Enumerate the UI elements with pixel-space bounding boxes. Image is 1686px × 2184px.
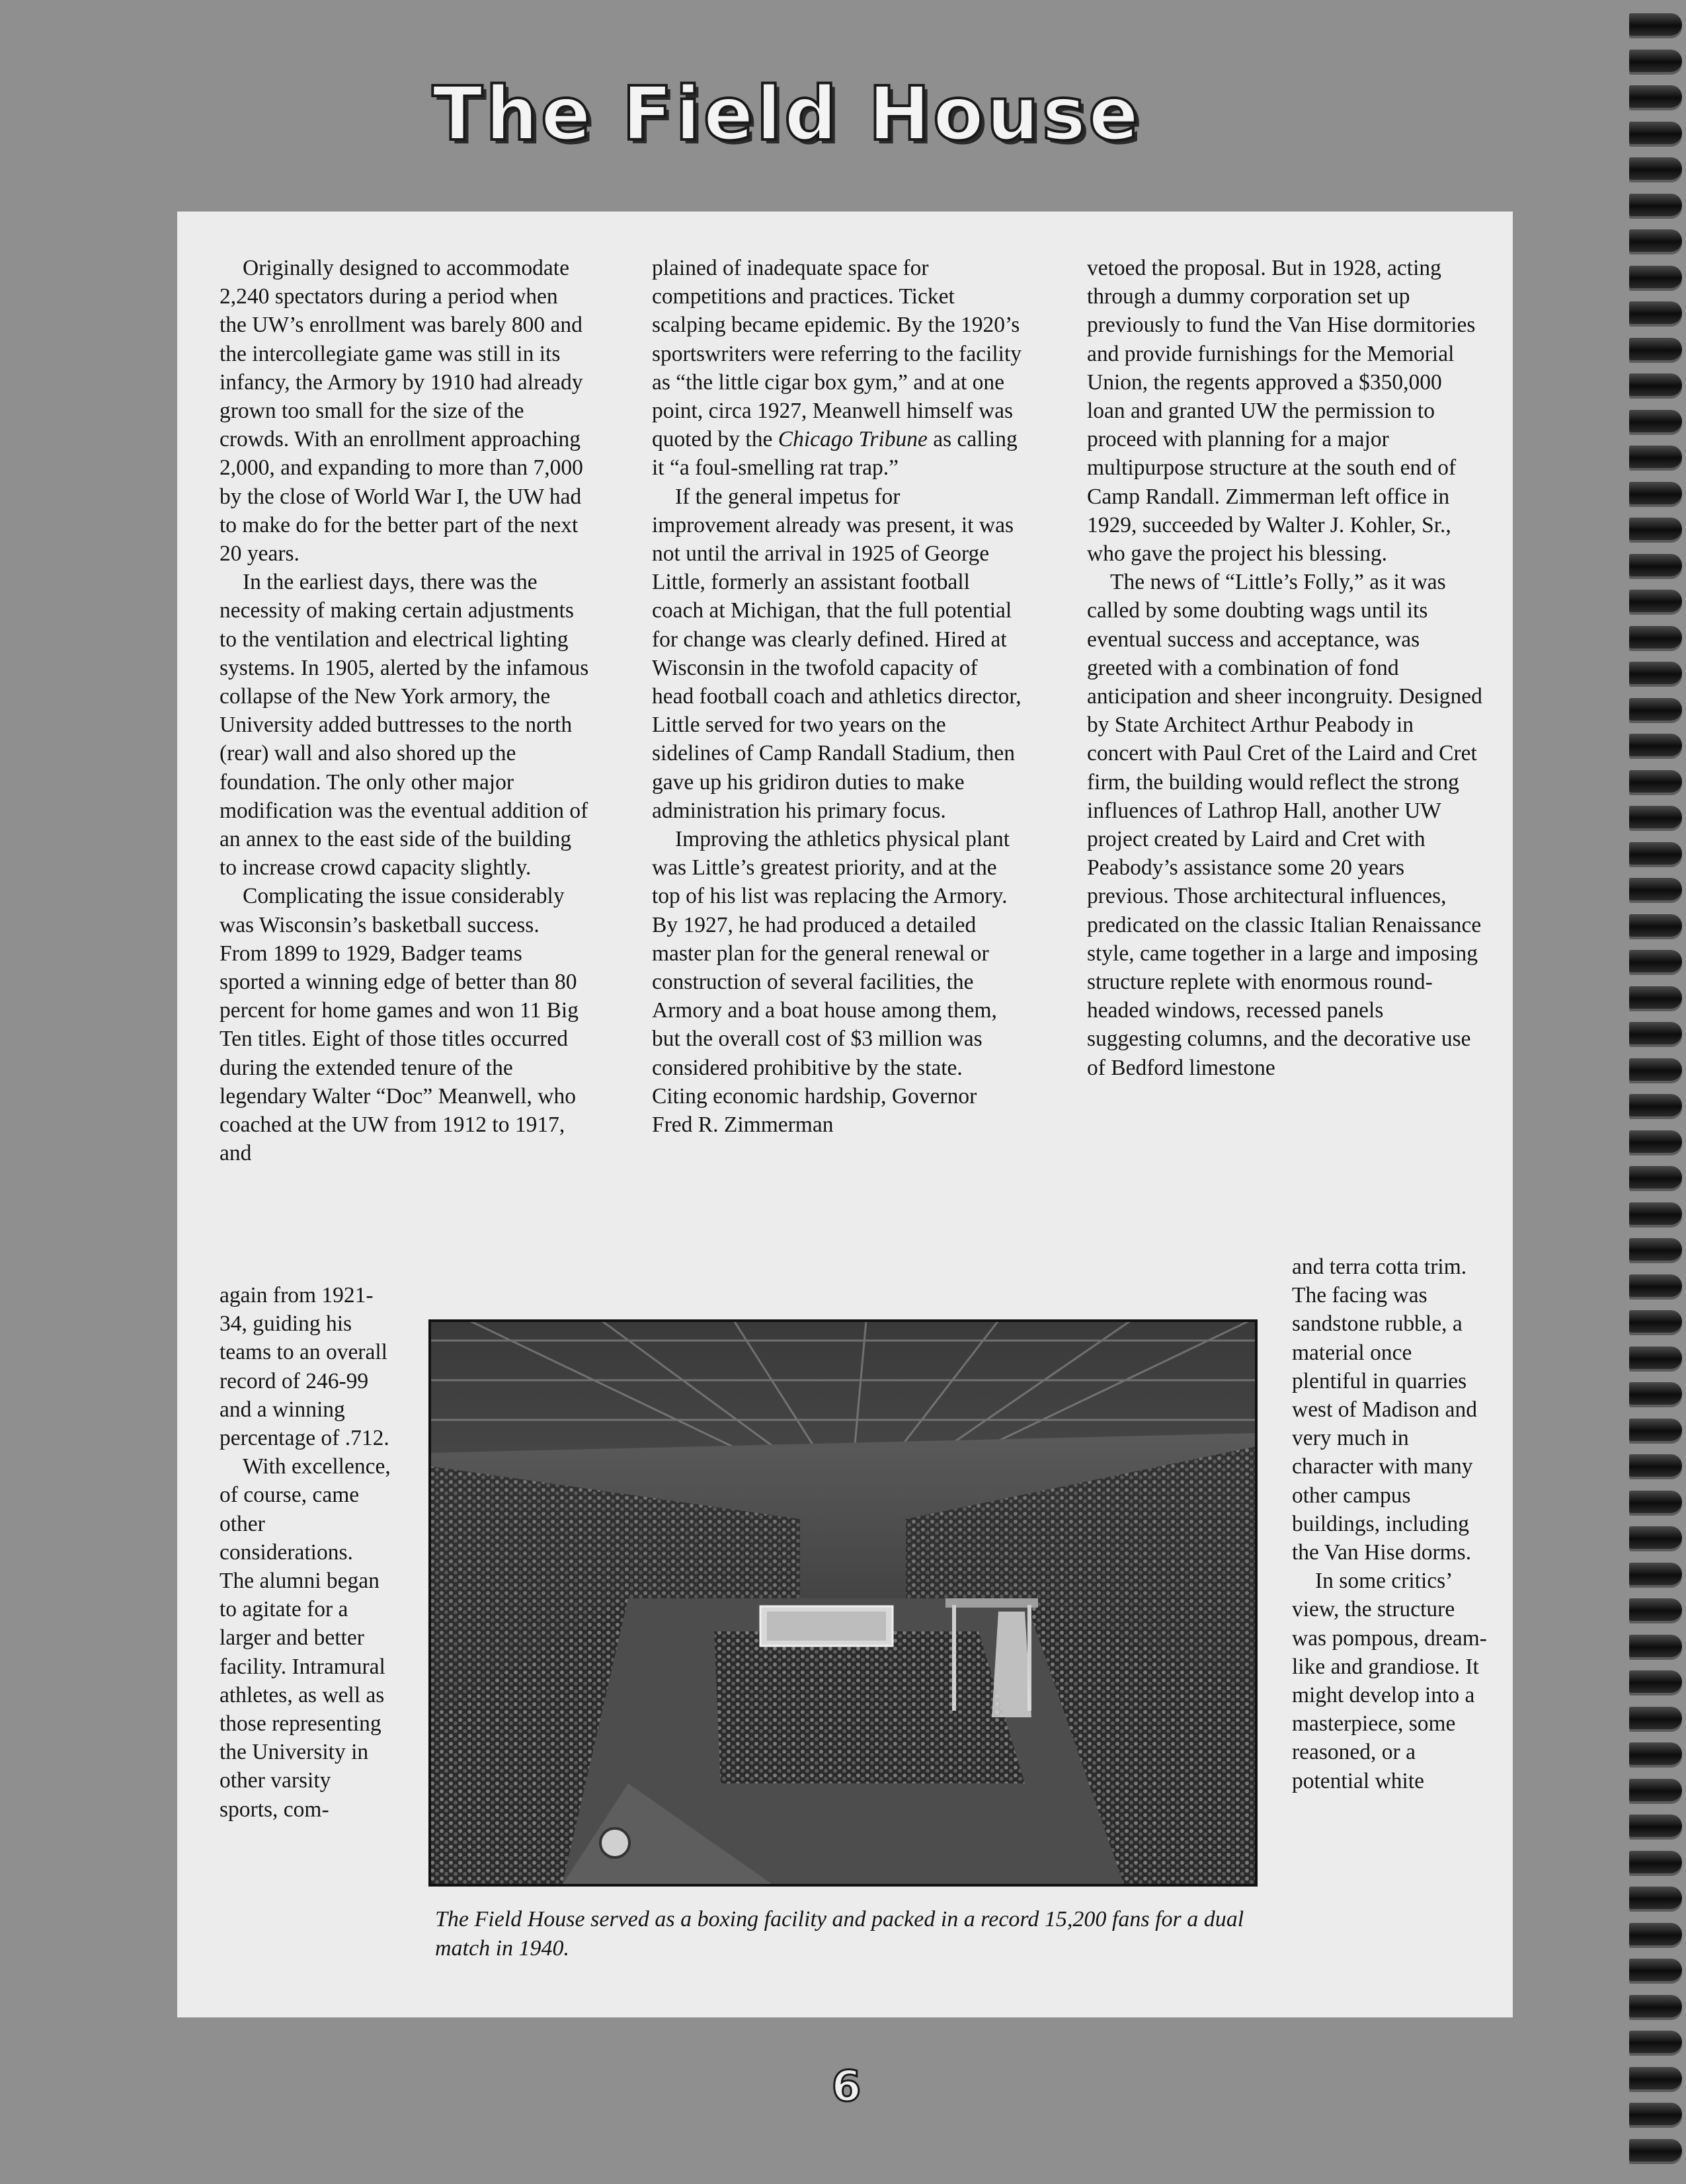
binding-ring [1629, 1130, 1682, 1153]
article-column-1 [220, 254, 590, 1168]
binding-ring [1629, 986, 1682, 1009]
paragraph: In some critics’ view, the structure was pompous, dream-like and grandiose. It might develop into a masterpiece, some reasoned, or a potential white [1292, 1569, 1487, 1793]
photo-caption: The Field House served as a boxing facility and packed in a record 15,200 fans for a dual match in 1940. [435, 1907, 1244, 1961]
binding-ring [1629, 1022, 1682, 1044]
page-title: The Field House [432, 71, 1142, 157]
binding-ring [1629, 1598, 1682, 1621]
binding-ring [1629, 1742, 1682, 1765]
binding-ring [1629, 914, 1682, 937]
binding-ring [1629, 1959, 1682, 1981]
binding-ring [1629, 301, 1682, 324]
binding-ring [1629, 1382, 1682, 1405]
binding-ring [1629, 1310, 1682, 1333]
paragraph-text: plained of inadequate space for competitions and practices. Ticket scalping became epidemic. By the 1920’s sportswriters were referring to the facility as “the little cigar box gym,” and at one point, circa 1927, Meanwell himself was quoted by the [652, 256, 1022, 452]
article-column-2 [652, 254, 1022, 1139]
binding-ring [1629, 662, 1682, 684]
binding-ring [1629, 1274, 1682, 1297]
paragraph: Complicating the issue considerably was Wisconsin’s basketball success. From 1899 to 1929, Badger teams sported a winning edge of better than 80 percent for home games and won 11 Big Ten titles. Eight of those titles occurred during the extended tenure of the legendary Walter “Doc” Meanwell, who coached at the UW from 1912 to 1917, and [220, 884, 579, 1166]
binding-ring [1629, 157, 1682, 180]
binding-ring [1629, 1814, 1682, 1837]
binding-ring [1629, 518, 1682, 540]
binding-ring [1629, 194, 1682, 216]
binding-ring [1629, 878, 1682, 900]
binding-ring [1629, 410, 1682, 432]
binding-ring [1629, 1491, 1682, 1513]
binding-ring [1629, 1346, 1682, 1369]
publication-title: Chicago Tribune [778, 427, 928, 452]
binding-ring [1629, 950, 1682, 972]
paragraph: In the earliest days, there was the necessity of making certain adjustments to the ventilation and electrical lighting systems. In 1905, alerted by the infamous collapse of the New York armory, the University added buttresses to the north (rear) wall and also shored up the foundation. The only other major modification was the eventual addition of an annex to the east side of the building to increase crowd capacity slightly. [220, 570, 589, 880]
binding-ring [1629, 770, 1682, 793]
paragraph: vetoed the proposal. But in 1928, acting through a dummy corporation set up previously to fund the Van Hise dormitories and provide furnishings for the Memorial Union, the regents approved a $350,000 loan and granted UW the permission to proceed with planning for a major multipurpose structure at the south end of Camp Randall. Zimmerman left office in 1929, succeeded by Walter J. Kohler, Sr., who gave the project his blessing. [1087, 256, 1476, 566]
paragraph: If the general impetus for improvement already was present, it was not until the arrival in 1925 of George Little, formerly an assistant football coach at Michigan, that the full potential for change was clearly defined. Hired at Wisconsin in the twofold capacity of head football coach and athletics director, Little served for two years on the sidelines of Camp Randall Stadium, then gave up his gridiron duties to make administration his primary focus. [652, 484, 1022, 823]
binding-ring [1629, 1166, 1682, 1189]
binding-ring [1629, 842, 1682, 865]
binding-ring [1629, 1635, 1682, 1657]
binding-ring [1629, 698, 1682, 721]
binding-ring [1629, 1887, 1682, 1909]
binding-ring [1629, 85, 1682, 108]
article-column-3-continued [1292, 1253, 1490, 1795]
binding-ring [1629, 1058, 1682, 1081]
paragraph-text: as calling it “a foul-smelling rat trap.” [652, 427, 1018, 481]
binding-ring [1629, 122, 1682, 144]
binding-ring [1629, 446, 1682, 468]
binding-ring [1629, 1202, 1682, 1225]
binding-ring [1629, 338, 1682, 360]
binding-ring [1629, 50, 1682, 72]
binding-ring [1629, 1851, 1682, 1873]
paragraph: and terra cotta trim. The facing was sandstone rubble, a material once plentiful in quarries west of Madison and very much in character with many other campus buildings, including the Van Hise dorms. [1292, 1255, 1478, 1565]
paragraph: Improving the athletics physical plant was Little’s greatest priority, and at the top of his list was replacing the Armory. By 1927, he had produced a detailed master plan for the general renewal or construction of several facilities, the Armory and a boat house among them, but the overall cost of $3 million was considered prohibitive by the state. Citing economic hardship, Governor Fred R. Zimmerman [652, 827, 1010, 1138]
binding-ring [1629, 1779, 1682, 1801]
binding-ring [1629, 1526, 1682, 1549]
binding-ring [1629, 482, 1682, 504]
paragraph: again from 1921-34, guiding his teams to an overall record of 246-99 and a winning percentage of .712. [220, 1283, 389, 1451]
binding-ring [1629, 1094, 1682, 1116]
binding-ring [1629, 1563, 1682, 1585]
page-number: 6 [831, 2062, 862, 2111]
binding-ring [1629, 590, 1682, 612]
binding-ring [1629, 2031, 1682, 2053]
binding-ring [1629, 1454, 1682, 1477]
binding-ring [1629, 266, 1682, 288]
binding-ring [1629, 1419, 1682, 1441]
article-column-1-continued [220, 1281, 391, 1824]
binding-ring [1629, 554, 1682, 576]
binding-ring [1629, 1707, 1682, 1729]
binding-ring [1629, 734, 1682, 756]
article-panel [177, 212, 1513, 2017]
paragraph: Originally designed to accommodate 2,240 spectators during a period when the UW’s enrollment was barely 800 and the intercollegiate game was still in its infancy, the Armory by 1910 had already grown too small for the size of the crowds. With an enrollment approaching 2,000, and expanding to more than 7,000 by the close of World War I, the UW had to make do for the better part of the next 20 years. [220, 256, 583, 566]
paragraph [652, 254, 1022, 483]
binding-ring [1629, 1670, 1682, 1693]
binding-ring [1629, 13, 1682, 36]
binding-ring [1629, 373, 1682, 396]
spiral-binding [1623, 13, 1686, 2175]
binding-ring [1629, 2139, 1682, 2162]
paragraph: With excellence, of course, came other considerations. The alumni began to agitate for a larger and better facility. Intramural athletes, as well as those representing the University in other varsity sports, com- [220, 1454, 391, 1822]
binding-ring [1629, 626, 1682, 648]
article-column-3 [1087, 254, 1484, 1082]
binding-ring [1629, 1995, 1682, 2017]
binding-ring [1629, 806, 1682, 828]
paragraph: The news of “Little’s Folly,” as it was called by some doubting wags until its eventual success and acceptance, was greeted with a combination of fond anticipation and sheer incongruity. Designed by State Architect Arthur Peabody in concert with Paul Cret of the Laird and Cret firm, the building would reflect the strong influences of Lathrop Hall, another UW project created by Laird and Cret with Peabody’s assistance some 20 years previous. Those architectural influences, predicated on the classic Italian Renaissance style, came together in a large and imposing structure replete with enormous round-headed windows, recessed panels suggesting columns, and the decorative use of Bedford limestone [1087, 570, 1482, 1080]
field-house-boxing-photo [428, 1319, 1258, 1887]
binding-ring [1629, 1238, 1682, 1261]
binding-ring [1629, 1923, 1682, 1945]
binding-ring [1629, 229, 1682, 252]
